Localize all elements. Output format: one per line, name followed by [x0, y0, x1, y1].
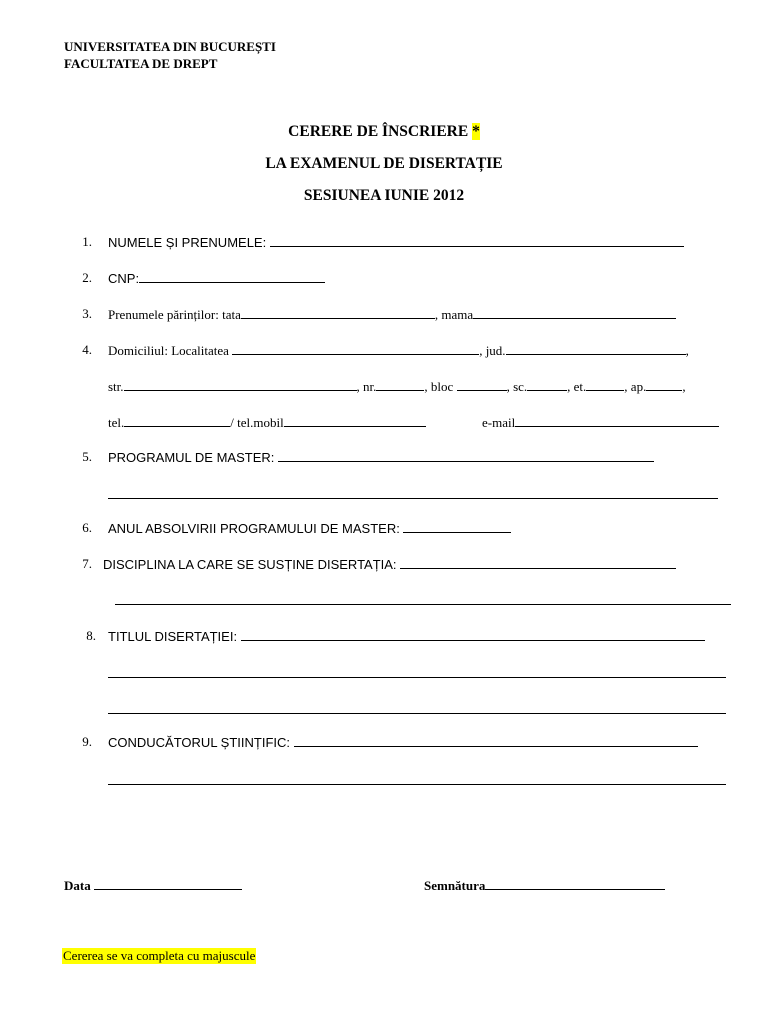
field-cnp-label	[108, 270, 325, 287]
form-title	[0, 123, 768, 141]
field-number: 1.	[82, 234, 92, 249]
field-label: Prenumele părinților: tata	[108, 307, 241, 322]
field-name-label	[108, 234, 684, 251]
field-label: DISCIPLINA LA CARE SE SUSȚINE DISERTAȚIA:	[103, 557, 397, 572]
date-row	[64, 877, 242, 894]
field-number: 3.	[82, 306, 92, 321]
field-email-row	[482, 414, 719, 431]
county-label: , jud.	[479, 343, 506, 358]
email-input-line[interactable]	[515, 414, 719, 427]
floor-input-line[interactable]	[586, 378, 624, 391]
mother-label: , mama	[434, 307, 474, 322]
field-label: Domiciliul: Localitatea	[108, 343, 229, 358]
master-input-line[interactable]	[278, 449, 654, 462]
form-title-text: CERERE DE ÎNSCRIERE	[288, 123, 469, 140]
field-label: ANUL ABSOLVIRII PROGRAMULUI DE MASTER:	[108, 521, 400, 536]
locality-input-line[interactable]	[232, 342, 479, 355]
mother-input-line[interactable]	[473, 306, 676, 319]
master-input-line-2[interactable]	[108, 498, 718, 499]
mobile-label: / tel.mobil	[230, 415, 284, 430]
staircase-label: , sc.	[506, 379, 528, 394]
supervisor-input-line[interactable]	[294, 734, 698, 747]
street-input-line[interactable]	[124, 378, 357, 391]
apartment-input-line[interactable]	[646, 378, 682, 391]
staircase-input-line[interactable]	[527, 378, 567, 391]
cnp-input-line[interactable]	[139, 270, 325, 283]
field-label: TITLUL DISERTAȚIEI:	[108, 629, 238, 644]
county-input-line[interactable]	[506, 342, 686, 355]
separator: ,	[685, 343, 689, 358]
field-number: 7.	[82, 556, 92, 571]
field-address-label	[108, 342, 689, 359]
date-input-line[interactable]	[94, 877, 242, 890]
floor-label: , et.	[567, 379, 587, 394]
year-input-line[interactable]	[403, 520, 511, 533]
apartment-label: , ap.	[624, 379, 647, 394]
father-input-line[interactable]	[241, 306, 435, 319]
block-label: , bloc	[424, 379, 454, 394]
uppercase-note: Cererea se va completa cu majuscule	[63, 948, 256, 963]
field-parents-label	[108, 306, 676, 323]
discipline-input-line[interactable]	[400, 556, 676, 569]
field-number: 5.	[82, 449, 92, 464]
field-label: PROGRAMUL DE MASTER:	[108, 450, 275, 465]
discipline-input-line-2[interactable]	[115, 604, 731, 605]
signature-input-line[interactable]	[485, 877, 665, 890]
field-number: 2.	[82, 270, 92, 285]
name-input-line[interactable]	[270, 234, 684, 247]
phone-label: tel.	[108, 415, 125, 430]
number-label: , nr.	[356, 379, 377, 394]
email-label: e-mail	[482, 415, 516, 430]
separator: ,	[682, 379, 686, 394]
field-street-row	[108, 378, 686, 395]
faculty-name: FACULTATEA DE DREPT	[64, 56, 218, 71]
field-title-label	[108, 628, 705, 645]
phone-input-line[interactable]	[124, 414, 230, 427]
field-phone-row	[108, 414, 426, 431]
supervisor-input-line-2[interactable]	[108, 784, 726, 785]
thesis-title-input-line-2[interactable]	[108, 677, 726, 678]
field-number: 6.	[82, 520, 92, 535]
date-label: Data	[64, 878, 91, 893]
number-input-line[interactable]	[376, 378, 424, 391]
signature-label: Semnătura	[424, 878, 486, 893]
field-label: CNP:	[108, 271, 140, 286]
mobile-input-line[interactable]	[284, 414, 426, 427]
field-label: CONDUCĂTORUL ȘTIINȚIFIC:	[108, 735, 291, 750]
form-session: SESIUNEA IUNIE 2012	[303, 187, 465, 204]
signature-row	[424, 877, 665, 894]
university-name: UNIVERSITATEA DIN BUCUREȘTI	[64, 39, 276, 54]
field-year-label	[108, 520, 511, 537]
field-number: 9.	[82, 734, 92, 749]
title-asterisk: *	[472, 123, 480, 140]
field-master-label	[108, 449, 654, 466]
field-number: 8.	[86, 628, 96, 643]
thesis-title-input-line[interactable]	[241, 628, 705, 641]
form-subtitle: LA EXAMENUL DE DISERTAȚIE	[265, 155, 503, 172]
street-label: str.	[108, 379, 124, 394]
field-supervisor-label	[108, 734, 698, 751]
field-label: NUMELE ȘI PRENUMELE:	[108, 235, 267, 250]
thesis-title-input-line-3[interactable]	[108, 713, 726, 714]
field-number: 4.	[82, 342, 92, 357]
field-discipline-label	[103, 556, 676, 573]
block-input-line[interactable]	[457, 378, 507, 391]
